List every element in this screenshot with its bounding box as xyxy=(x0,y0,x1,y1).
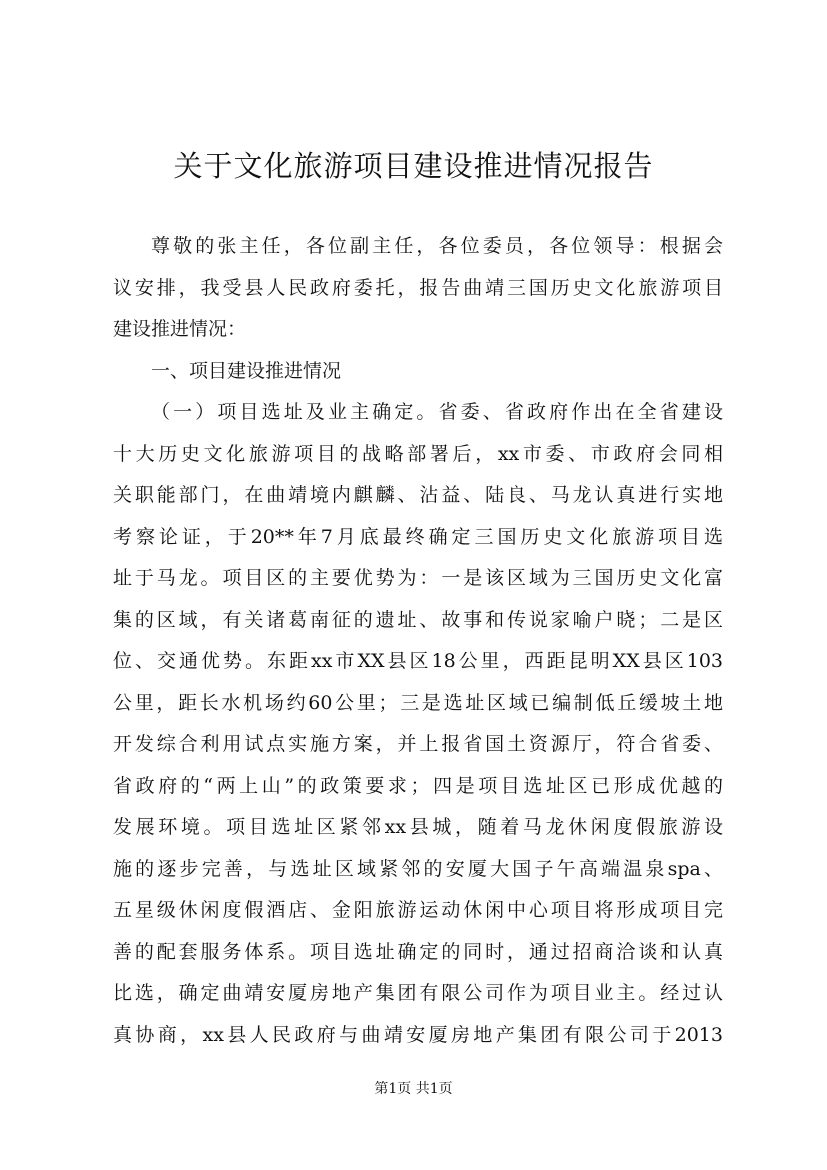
body-line: 发展环境。项目选址区紧邻xx县城，随着马龙休闲度假旅游设 xyxy=(113,816,723,838)
body-line: 考察论证，于20**年7月底最终确定三国历史文化旅游项目选 xyxy=(113,525,723,548)
body-line: 建设推进情况： xyxy=(113,318,247,340)
document-body xyxy=(113,226,723,1056)
body-line: 址于马龙。项目区的主要优势为：一是该区域为三国历史文化富 xyxy=(113,567,723,589)
body-line: 施的逐步完善，与选址区域紧邻的安厦大国子午高端温泉spa、 xyxy=(113,857,723,880)
body-line: 关职能部门，在曲靖境内麒麟、沾益、陆良、马龙认真进行实地 xyxy=(113,484,723,506)
body-line: 五星级休闲度假酒店、金阳旅游运动休闲中心项目将形成项目完 xyxy=(113,899,723,921)
body-line: 开发综合利用试点实施方案，并上报省国土资源厅，符合省委、 xyxy=(113,733,723,755)
body-line: 善的配套服务体系。项目选址确定的同时，通过招商洽谈和认真 xyxy=(113,940,723,963)
body-line: 公里，距长水机场约60公里；三是选址区域已编制低丘缓坡土地 xyxy=(113,691,723,714)
body-line: 尊敬的张主任，各位副主任，各位委员，各位领导：根据会 xyxy=(151,235,723,257)
body-line: 位、交通优势。东距xx市XX县区18公里，西距昆明XX县区103 xyxy=(113,650,723,672)
page-footer: 第1页 共1页 xyxy=(374,1081,453,1097)
body-line: 比选，确定曲靖安厦房地产集团有限公司作为项目业主。经过认 xyxy=(113,982,723,1004)
body-line: 集的区域，有关诸葛南征的遗址、故事和传说家喻户晓；二是区 xyxy=(113,608,723,631)
body-line: （一）项目选址及业主确定。省委、省政府作出在全省建设 xyxy=(151,401,723,423)
document-title: 关于文化旅游项目建设推进情况报告 xyxy=(173,149,654,183)
body-line: 真协商，xx县人民政府与曲靖安厦房地产集团有限公司于2013 xyxy=(113,1023,723,1046)
body-line: 议安排，我受县人民政府委托，报告曲靖三国历史文化旅游项目 xyxy=(113,276,723,299)
body-line: 十大历史文化旅游项目的战略部署后，xx市委、市政府会同相 xyxy=(113,442,723,465)
body-line: 省政府的“两上山”的政策要求；四是项目选址区已形成优越的 xyxy=(113,774,723,797)
section-heading: 一、项目建设推进情况 xyxy=(151,359,342,382)
